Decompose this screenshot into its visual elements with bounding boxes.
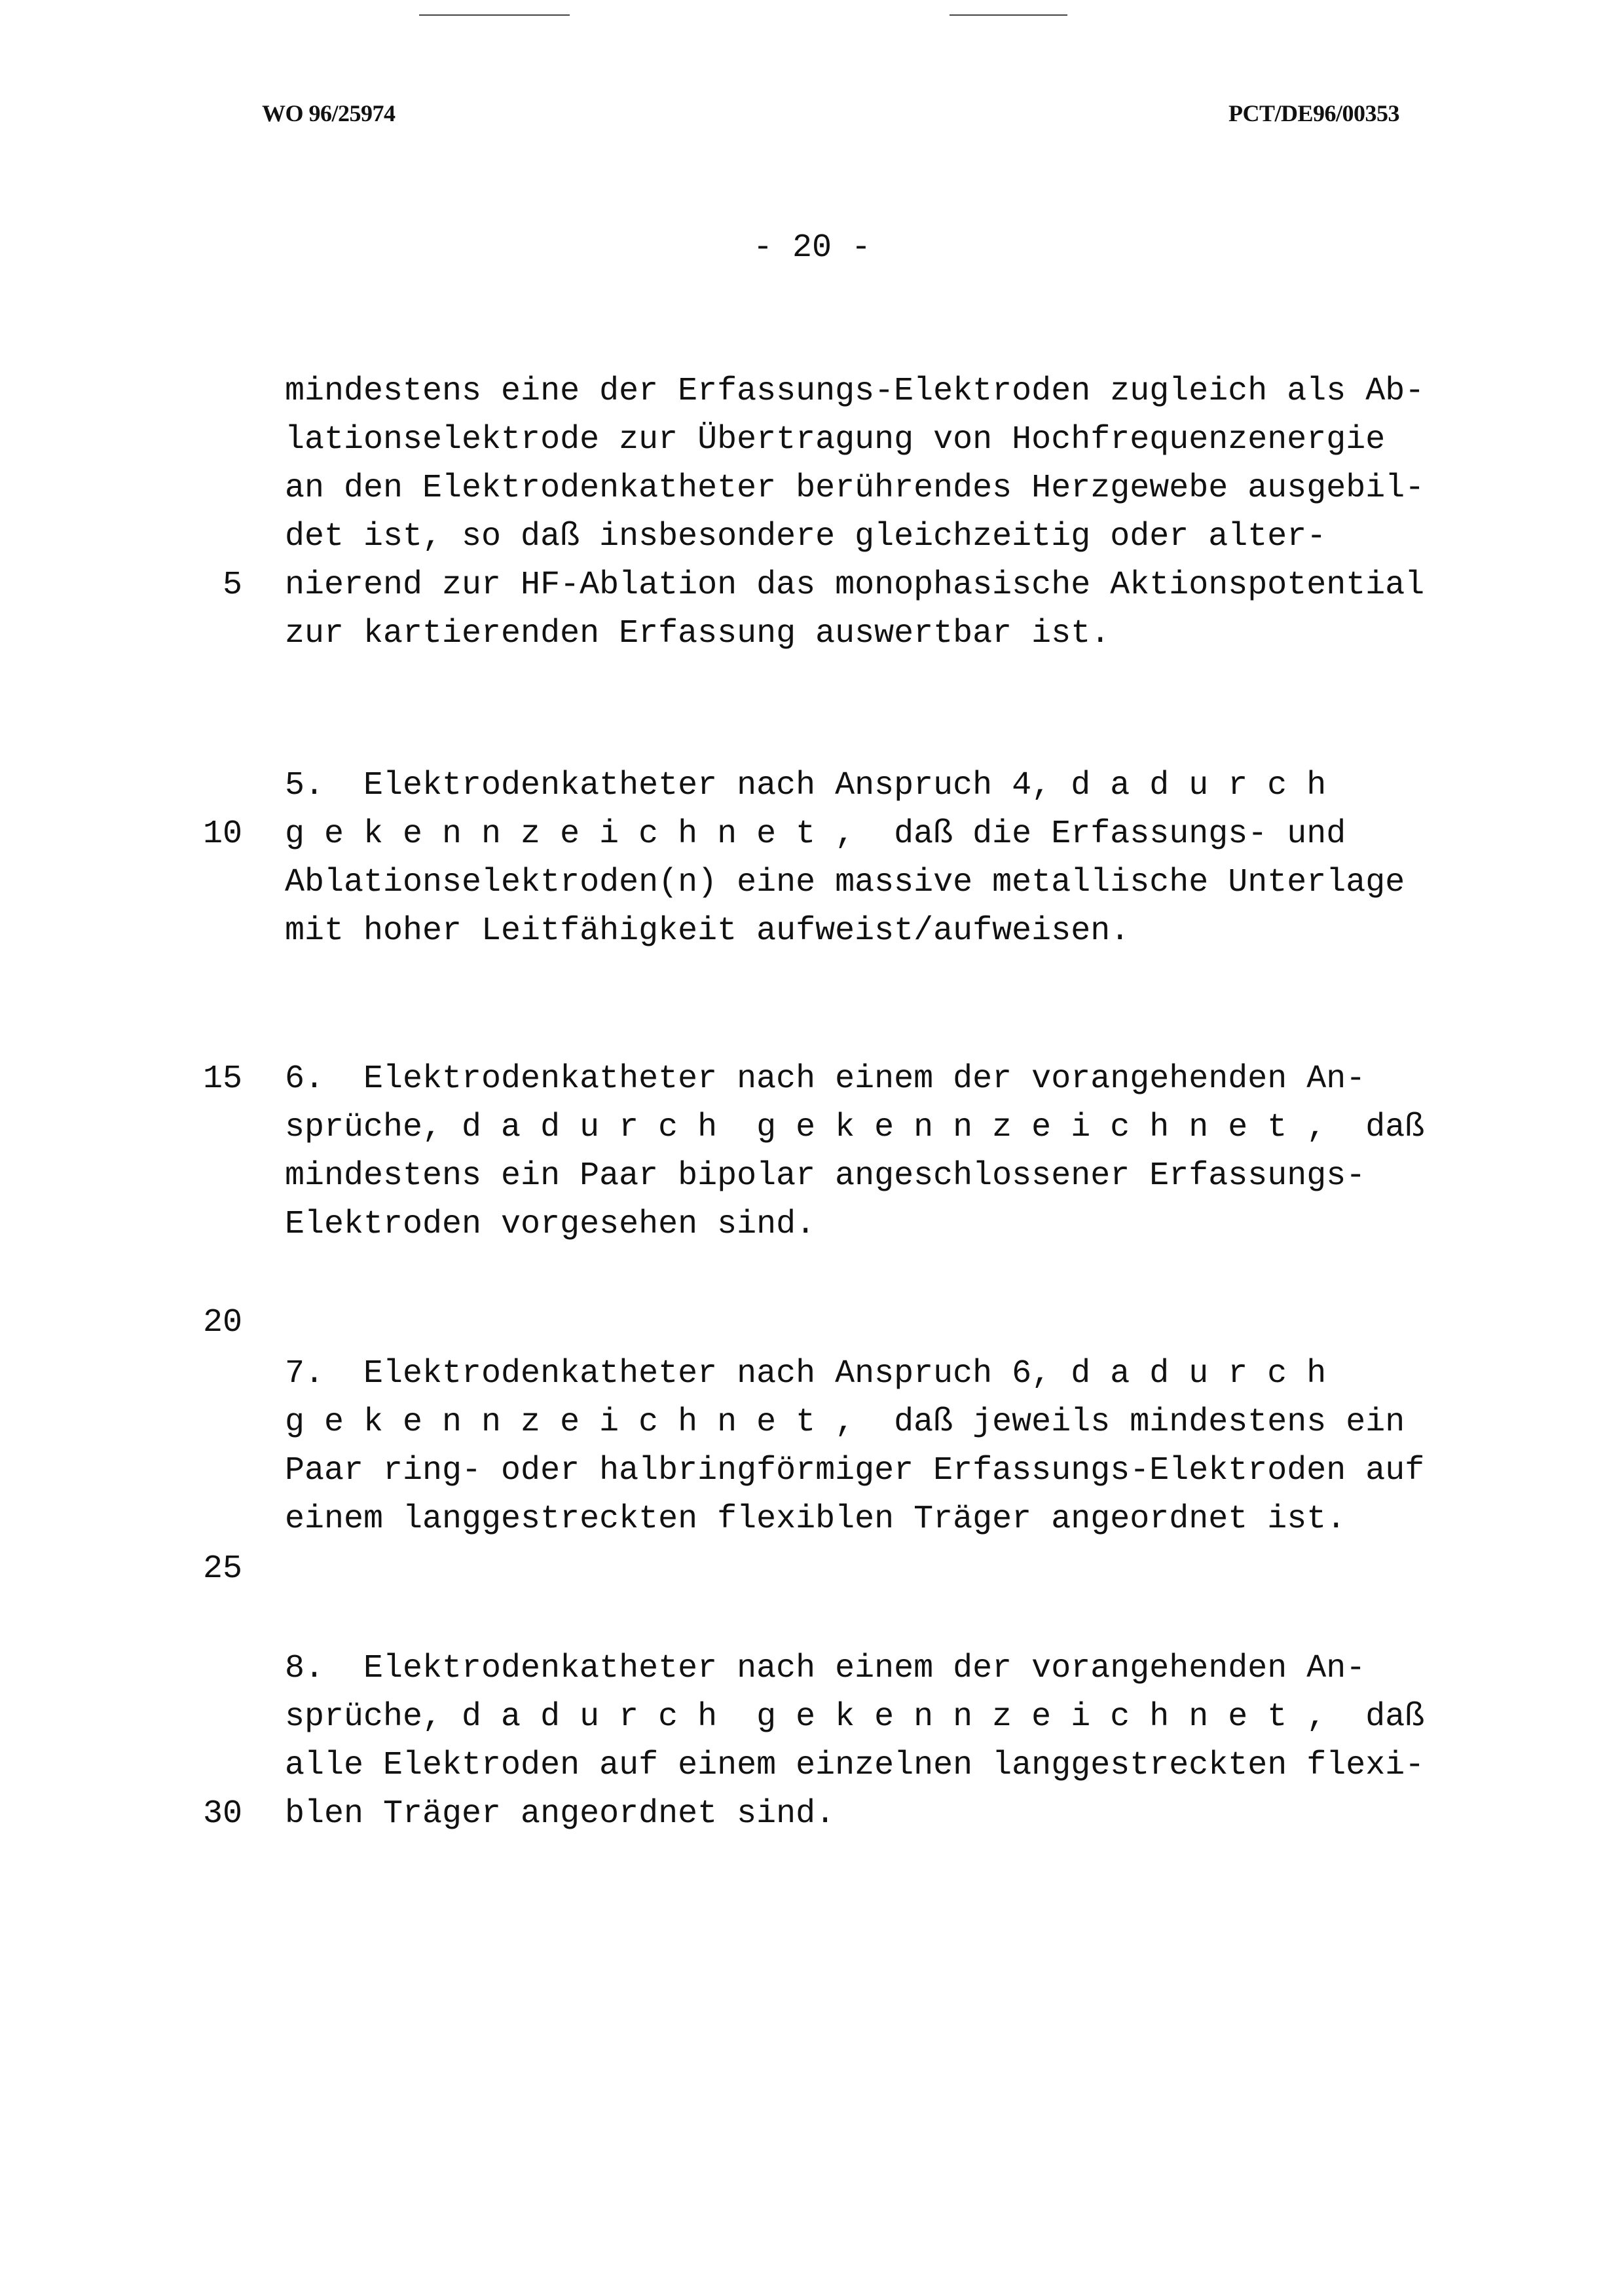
page-number: - 20 -: [752, 229, 872, 267]
claim-7-line: Paar ring- oder halbringförmiger Erfassungs-Elektroden auf: [285, 1452, 1425, 1489]
claim-5-line: Ablationselektroden(n) eine massive metallische Unterlage: [285, 864, 1405, 901]
claim-5-line: g e k e n n z e i c h n e t , daß die Erfassungs- und: [285, 815, 1346, 853]
claim-8-line: blen Träger angeordnet sind.: [285, 1795, 836, 1833]
line-number: 5: [222, 567, 242, 604]
claim-6-line: 6. Elektrodenkatheter nach einem der vorangehenden An-: [285, 1060, 1366, 1098]
claim-7-line: einem langgestreckten flexiblen Träger angeordnet ist.: [285, 1501, 1346, 1538]
claim-8-line: sprüche, d a d u r c h g e k e n n z e i c h n e t , daß: [285, 1698, 1425, 1736]
text-line: mindestens eine der Erfassungs-Elektroden zugleich als Ab-: [285, 373, 1425, 410]
claim-7-line: g e k e n n z e i c h n e t , daß jeweils mindestens ein: [285, 1404, 1405, 1441]
text-line: det ist, so daß insbesondere gleichzeitig oder alter-: [285, 518, 1327, 555]
claim-8-line: alle Elektroden auf einem einzelnen langgestreckten flexi-: [285, 1747, 1425, 1784]
claim-8-line: 8. Elektrodenkatheter nach einem der vorangehenden An-: [285, 1650, 1366, 1687]
claim-6-line: sprüche, d a d u r c h g e k e n n z e i c h n e t , daß: [285, 1109, 1425, 1146]
line-number: 30: [202, 1795, 242, 1833]
application-number: PCT/DE96/00353: [1228, 100, 1400, 126]
text-line: zur kartierenden Erfassung auswertbar ist.: [285, 615, 1111, 652]
text-line: lationselektrode zur Übertragung von Hochfrequenzenergie: [285, 421, 1386, 458]
claim-6-line: mindestens ein Paar bipolar angeschlossener Erfassungs-: [285, 1157, 1366, 1195]
line-number: 10: [202, 815, 242, 853]
publication-number: WO 96/25974: [262, 100, 396, 126]
line-number: 25: [202, 1550, 242, 1588]
top-rule-left: [419, 14, 570, 16]
claim-5-line: mit hoher Leitfähigkeit aufweist/aufweisen.: [285, 912, 1130, 950]
top-rule-right: [950, 14, 1067, 16]
text-line: an den Elektrodenkatheter berührendes Herzgewebe ausgebil-: [285, 470, 1425, 507]
claim-5-line: 5. Elektrodenkatheter nach Anspruch 4, d a d u r c h: [285, 767, 1327, 804]
line-number: 20: [202, 1304, 242, 1341]
text-line: nierend zur HF-Ablation das monophasische Aktionspotential: [285, 567, 1425, 604]
claim-6-line: Elektroden vorgesehen sind.: [285, 1206, 816, 1243]
line-number: 15: [202, 1060, 242, 1098]
claim-7-line: 7. Elektrodenkatheter nach Anspruch 6, d a d u r c h: [285, 1355, 1327, 1392]
